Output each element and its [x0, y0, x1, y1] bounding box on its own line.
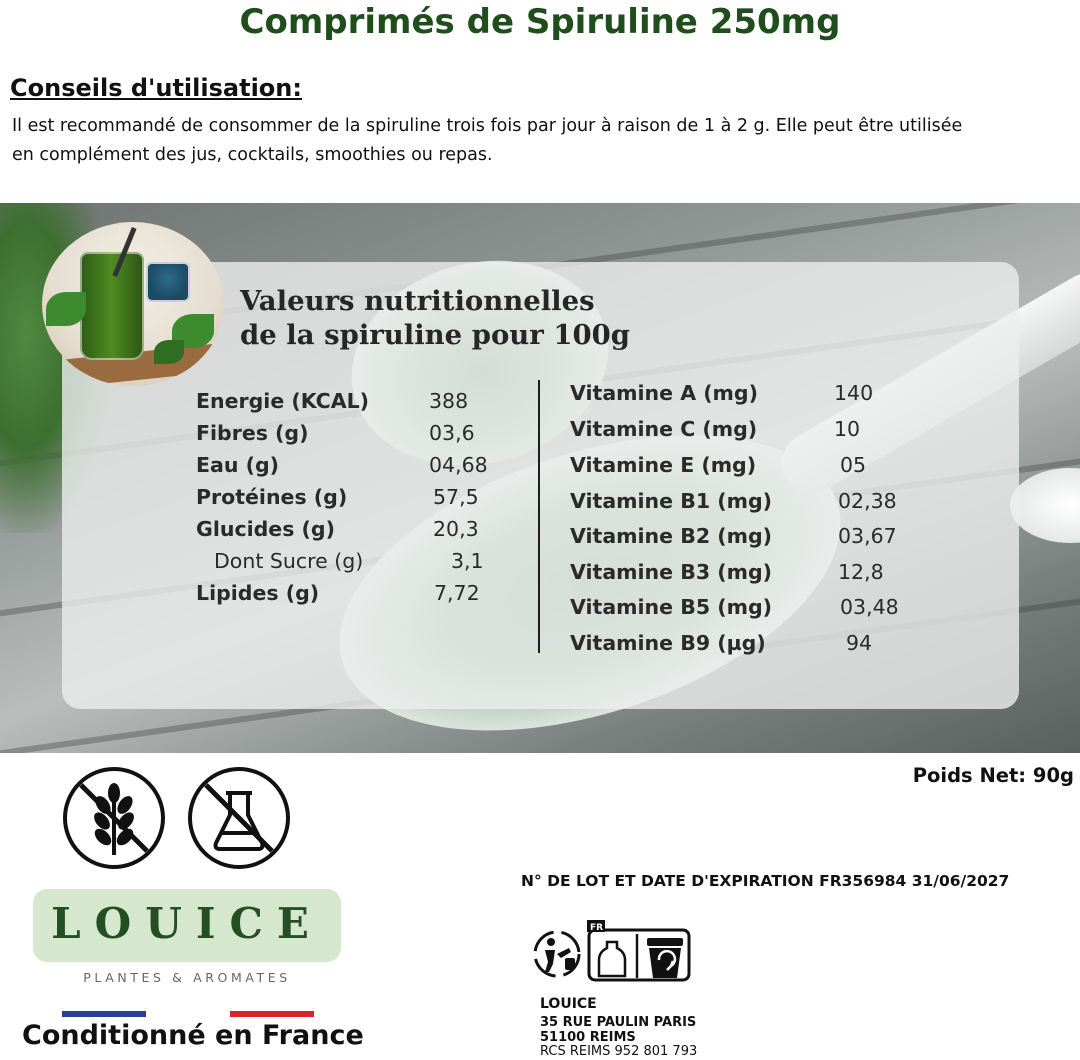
nutrient-label: Eau (g)	[196, 453, 279, 477]
gluten-free-icon	[63, 767, 165, 869]
vitamin-label: Vitamine A (mg)	[570, 381, 758, 405]
nutrient-label: Glucides (g)	[196, 517, 335, 541]
recycle-icon	[531, 928, 583, 980]
column-divider	[538, 380, 540, 653]
french-flag	[62, 1011, 314, 1017]
nutrition-title	[240, 284, 630, 352]
nutrient-value: 04,68	[429, 453, 488, 477]
triman-label: FR	[590, 923, 604, 933]
address-company: LOUICE	[540, 996, 597, 1012]
nutrient-label: Fibres (g)	[196, 421, 309, 445]
spoon-corner	[1010, 468, 1080, 543]
vitamin-label: Vitamine B9 (µg)	[570, 631, 766, 655]
nutrition-title-line-1: Valeurs nutritionnelles	[240, 285, 595, 317]
usage-text	[12, 112, 1072, 170]
brand-name: LOUICE	[51, 899, 323, 948]
product-title: Comprimés de Spiruline 250mg	[239, 2, 841, 42]
address-street: 35 RUE PAULIN PARIS	[540, 1015, 697, 1030]
no-chemicals-icon	[188, 767, 290, 869]
nutrient-label: Protéines (g)	[196, 485, 348, 509]
nutrient-value: 03,6	[429, 421, 475, 445]
vitamin-value: 140	[834, 381, 874, 405]
vitamin-value: 02,38	[838, 489, 897, 513]
vitamin-label: Vitamine B3 (mg)	[570, 560, 772, 584]
net-weight: Poids Net: 90g	[912, 764, 1074, 787]
vitamin-value: 10	[834, 417, 861, 441]
address-rcs: RCS REIMS 952 801 793	[540, 1044, 698, 1059]
lot-expiration: N° DE LOT ET DATE D'EXPIRATION FR356984 31/06/2027	[521, 872, 1010, 890]
vitamin-label: Vitamine B1 (mg)	[570, 489, 772, 513]
usage-line-2: en complément des jus, cocktails, smoothies ou repas.	[12, 145, 493, 165]
usage-line-1: Il est recommandé de consommer de la spiruline trois fois par jour à raison de 1 à 2 g. Elle peut être utilisée	[12, 116, 963, 136]
nutrient-value: 3,1	[451, 549, 484, 573]
nutrient-value: 7,72	[434, 581, 480, 605]
vitamin-label: Vitamine B2 (mg)	[570, 524, 772, 548]
nutrient-value: 57,5	[433, 485, 479, 509]
nutrient-value: 20,3	[433, 517, 479, 541]
nutrient-label: Dont Sucre (g)	[214, 549, 364, 573]
vitamin-value: 12,8	[838, 560, 884, 584]
made-in-france: Conditionné en France	[22, 1020, 364, 1051]
brand-logo	[33, 889, 341, 962]
address-city: 51100 REIMS	[540, 1030, 636, 1045]
vitamin-label: Vitamine C (mg)	[570, 417, 758, 441]
nutrition-title-line-2: de la spiruline pour 100g	[240, 319, 630, 351]
vitamin-value: 05	[840, 453, 867, 477]
brand-tagline: PLANTES & AROMATES	[83, 970, 291, 985]
triman-bottle-bin-icon	[587, 920, 691, 982]
usage-heading: Conseils d'utilisation:	[10, 74, 302, 102]
nutrient-value: 388	[429, 389, 469, 413]
vitamin-value: 94	[846, 631, 873, 655]
smoothie-photo	[42, 222, 224, 386]
vitamin-label: Vitamine B5 (mg)	[570, 595, 772, 619]
vitamin-value: 03,67	[838, 524, 897, 548]
vitamin-label: Vitamine E (mg)	[570, 453, 757, 477]
nutrient-label: Lipides (g)	[196, 581, 320, 605]
nutrient-label: Energie (KCAL)	[196, 389, 370, 413]
vitamin-value: 03,48	[840, 595, 899, 619]
